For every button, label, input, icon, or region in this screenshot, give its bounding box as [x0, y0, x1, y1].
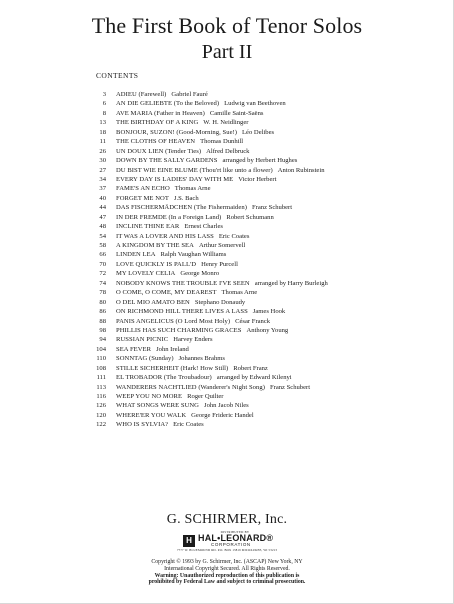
hal-leonard-logo	[183, 534, 275, 548]
toc-page-number: 54	[99, 232, 106, 240]
toc-page-number: 44	[99, 204, 106, 212]
toc-song-title: THE BIRTHDAY OF A KING	[116, 119, 199, 127]
toc-page-number: 86	[99, 308, 106, 316]
toc-composer: Robert Franz	[233, 364, 268, 372]
toc-entry	[80, 298, 420, 307]
toc-composer: Thomas Dunhill	[200, 138, 244, 146]
toc-page-number: 48	[99, 223, 106, 231]
toc-composer: James Hook	[252, 308, 286, 316]
contents-heading: CONTENTS	[96, 71, 139, 80]
toc-page-number: 78	[99, 289, 106, 297]
logo-mark: H	[183, 535, 195, 547]
book-subtitle: Part II	[201, 41, 253, 63]
toc-song-title: BONJOUR, SUZON! (Good-Morning, Sue!)	[116, 128, 238, 136]
toc-composer: arranged by Herbert Hughes	[222, 157, 298, 165]
toc-entry	[80, 99, 420, 108]
toc-song-title: ON RICHMOND HILL THERE LIVES A LASS	[116, 308, 248, 316]
toc-song-title: WHO IS SYLVIA?	[116, 421, 169, 429]
toc-page-number: 88	[99, 317, 106, 325]
toc-page-number: 27	[99, 166, 106, 174]
toc-page-number: 66	[99, 251, 106, 259]
toc-composer: arranged by Edward Kilenyi	[216, 374, 292, 382]
toc-song-title: NOBODY KNOWS THE TROUBLE I'VE SEEN	[116, 279, 250, 287]
toc-page-number: 104	[96, 345, 106, 353]
toc-song-title: FAME'S AN ECHO	[116, 185, 170, 193]
toc-entry	[80, 109, 420, 118]
toc-entry	[80, 166, 420, 175]
toc-song-title: WEEP YOU NO MORE	[116, 393, 183, 400]
toc-composer: Thomas Arne	[174, 185, 211, 193]
toc-entry	[80, 335, 420, 344]
toc-composer: Ludwig van Beethoven	[224, 100, 286, 108]
toc-page-number: 26	[99, 147, 106, 155]
toc-song-title: A KINGDOM BY THE SEA	[116, 242, 194, 249]
toc-song-title: SEA FEVER	[116, 345, 152, 353]
toc-composer: W. H. Neidlinger	[203, 119, 249, 127]
toc-song-title: ADIEU (Farewell)	[116, 91, 167, 98]
toc-page-number: 8	[102, 109, 106, 117]
toc-composer: Eric Coates	[173, 421, 204, 429]
toc-page-number: 11	[99, 138, 106, 146]
toc-composer: Roger Quilter	[187, 393, 224, 400]
toc-composer: Eric Coates	[218, 232, 250, 240]
toc-page-number: 122	[96, 421, 106, 429]
toc-composer: Franz Schubert	[251, 204, 293, 212]
toc-composer: J.S. Bach	[173, 194, 199, 202]
toc-song-title: INCLINE THINE EAR	[116, 223, 180, 231]
toc-page-number: 3	[102, 91, 106, 98]
warning-line-1: Warning: Unauthorized reproduction of this publication is	[154, 572, 300, 579]
toc-song-title: PANIS ANGELICUS (O Lord Most Holy)	[116, 317, 231, 325]
toc-entry	[80, 250, 420, 259]
toc-entry	[80, 383, 420, 392]
toc-composer: Arthur Somervell	[198, 242, 246, 249]
toc-entry	[80, 317, 420, 326]
toc-entry	[80, 137, 420, 146]
toc-entry	[80, 354, 420, 363]
toc-entry	[80, 411, 420, 420]
toc-song-title: IN DER FREMDE (In a Foreign Land)	[116, 213, 222, 221]
toc-entry	[80, 326, 420, 335]
toc-composer: Henry Purcell	[201, 260, 238, 268]
toc-entry	[80, 203, 420, 212]
toc-composer: Gabriel Fauré	[171, 91, 208, 98]
toc-song-title: DAS FISCHERMÄDCHEN (The Fishermaiden)	[116, 204, 247, 212]
toc-composer: César Franck	[235, 317, 271, 325]
toc-page-number: 111	[96, 374, 106, 382]
logo-corporation: CORPORATION	[211, 542, 251, 547]
toc-composer: George Frideric Handel	[191, 411, 254, 419]
toc-page-number: 116	[96, 393, 106, 400]
toc-song-title: STILLE SICHERHEIT (Hark! How Still)	[116, 364, 229, 372]
toc-composer: John Ireland	[156, 345, 189, 353]
toc-page-number: 13	[99, 119, 106, 127]
toc-composer: Thomas Arne	[221, 289, 258, 297]
toc-page-number: 126	[96, 402, 106, 410]
toc-entry	[80, 222, 420, 231]
toc-page-number: 40	[99, 194, 106, 202]
toc-entry	[80, 345, 420, 354]
toc-page-number: 98	[99, 326, 106, 334]
toc-composer: Léo Delibes	[242, 128, 275, 136]
logo-wordmark: HAL•LEONARD®	[198, 533, 274, 543]
toc-composer: Ralph Vaughan Williams	[160, 251, 227, 259]
copyright-line: Copyright © 1993 by G. Schirmer, Inc. (ASCAP) New York, NY	[151, 559, 303, 565]
toc-composer: Anthony Young	[246, 326, 289, 334]
toc-song-title: THE CLOTHS OF HEAVEN	[116, 138, 196, 146]
toc-composer: Anton Rubinstein	[277, 166, 325, 174]
toc-composer: Camille Saint-Saëns	[209, 109, 264, 117]
toc-composer: Johannes Brahms	[178, 355, 225, 363]
publisher-address: 7777 W. BLUEMOUND RD. P.O. BOX 13819 MILWAUKEE, WI 53213	[176, 548, 278, 552]
toc-song-title: FORGET ME NOT	[116, 194, 169, 202]
toc-composer: Ernest Charles	[184, 223, 223, 231]
toc-page-number: 113	[96, 383, 106, 391]
toc-page-number: 120	[96, 411, 106, 419]
toc-page-number: 6	[102, 100, 106, 108]
toc-song-title: EVERY DAY IS LADIES' DAY WITH ME	[116, 175, 234, 183]
toc-page-number: 37	[99, 185, 106, 193]
toc-entry	[80, 288, 420, 297]
copyright-notice	[0, 559, 454, 586]
toc-song-title: SONNTAG (Sunday)	[116, 355, 174, 363]
toc-song-title: WHAT SONGS WERE SUNG	[116, 402, 199, 410]
toc-entry	[80, 241, 420, 250]
toc-composer: George Monro	[180, 270, 220, 278]
toc-entry	[80, 147, 420, 156]
toc-entry	[80, 184, 420, 193]
toc-song-title: EL TROBADOR (The Troubadour)	[116, 374, 212, 382]
publisher-name: G. SCHIRMER, Inc.	[166, 512, 288, 527]
toc-song-title: O COME, O COME, MY DEAREST	[116, 289, 217, 297]
toc-song-title: DOWN BY THE SALLY GARDENS	[116, 157, 218, 165]
toc-song-title: PHILLIS HAS SUCH CHARMING GRACES	[116, 326, 242, 334]
warning-line-2: prohibited by Federal Law and subject to criminal prosecution.	[148, 579, 306, 586]
toc-composer: Robert Schumann	[226, 213, 274, 221]
toc-entry	[80, 213, 420, 222]
toc-song-title: O DEL MIO AMATO BEN	[116, 298, 190, 306]
toc-page-number: 80	[99, 298, 106, 306]
toc-song-title: AN DIE GELIEBTE (To the Beloved)	[116, 100, 220, 108]
toc-entry	[80, 194, 420, 203]
toc-entry	[80, 128, 420, 137]
toc-composer: Victor Herbert	[238, 175, 277, 183]
toc-page-number: 47	[99, 213, 106, 221]
toc-song-title: LOVE QUICKLY IS PALL'D	[116, 260, 197, 268]
toc-page-number: 110	[96, 355, 106, 363]
toc-song-title: RUSSIAN PICNIC	[116, 336, 169, 344]
toc-page-number: 94	[99, 336, 106, 344]
toc-composer: John Jacob Niles	[204, 402, 249, 410]
toc-page-number: 58	[99, 242, 106, 249]
toc-entry	[80, 392, 420, 401]
distributed-by-label: DISTRIBUTED BY	[220, 530, 250, 534]
toc-entry	[80, 420, 420, 429]
toc-page-number: 70	[99, 260, 106, 268]
toc-entry	[80, 260, 420, 269]
toc-composer: Stephano Donaudy	[194, 298, 246, 306]
toc-entry	[80, 232, 420, 241]
toc-entry	[80, 156, 420, 165]
toc-song-title: WANDERERS NACHTLIED (Wanderer's Night Song)	[116, 383, 265, 391]
rights-line: International Copyright Secured. All Rights Reserved.	[164, 565, 290, 572]
toc-song-title: IT WAS A LOVER AND HIS LASS	[116, 232, 214, 240]
toc-entry	[80, 307, 420, 316]
toc-song-title: UN DOUX LIEN (Tender Ties)	[116, 147, 202, 155]
toc-page-number: 108	[96, 364, 106, 372]
toc-entry	[80, 373, 420, 382]
toc-page-number: 34	[99, 175, 106, 183]
toc-page-number: 74	[99, 279, 106, 287]
table-of-contents	[80, 90, 420, 430]
toc-composer: arranged by Harry Burleigh	[254, 279, 328, 287]
toc-composer: Franz Schubert	[269, 383, 311, 391]
toc-song-title: AVE MARIA (Father in Heaven)	[116, 109, 205, 117]
toc-entry	[80, 364, 420, 373]
toc-page-number: 18	[99, 128, 106, 136]
toc-page-number: 30	[99, 157, 106, 165]
toc-composer: Harvey Enders	[173, 336, 213, 344]
book-title: The First Book of Tenor Solos	[91, 13, 363, 38]
toc-entry	[80, 401, 420, 410]
toc-song-title: LINDEN LEA	[116, 251, 156, 259]
toc-entry	[80, 269, 420, 278]
toc-song-title: DU BIST WIE EINE BLUME (Thou'rt like unto a flower)	[116, 166, 273, 174]
toc-entry	[80, 118, 420, 127]
toc-song-title: MY LOVELY CELIA	[116, 270, 176, 278]
toc-entry	[80, 279, 420, 288]
toc-page-number: 72	[99, 270, 106, 278]
toc-entry	[80, 175, 420, 184]
toc-entry	[80, 90, 420, 99]
toc-song-title: WHERE'ER YOU WALK	[116, 411, 187, 419]
toc-composer: Alfred Delbruck	[206, 147, 250, 155]
